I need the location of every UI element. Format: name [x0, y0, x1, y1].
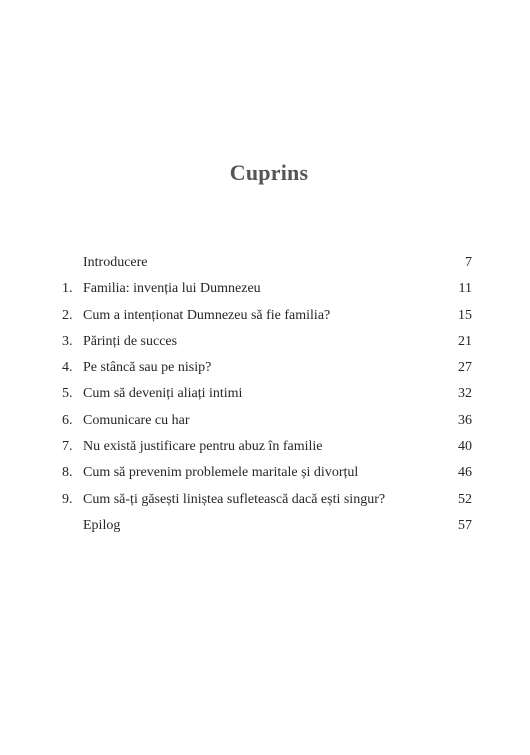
toc-entry-title: Nu există justificare pentru abuz în familie — [83, 439, 323, 455]
toc-entry — [0, 329, 530, 355]
toc-entry-title: Epilog — [83, 517, 121, 533]
toc-entry-title: Cum a intenționat Dumnezeu să fie familia? — [83, 307, 331, 323]
toc-entry — [0, 408, 530, 434]
toc-entry-number: 8. — [62, 465, 73, 481]
toc-entry — [0, 250, 530, 276]
toc-entry-title: Introducere — [83, 255, 148, 270]
toc-entry-page: 15 — [458, 307, 472, 323]
toc-entry-number: 4. — [62, 360, 73, 376]
toc-entry-title: Părinți de succes — [83, 333, 178, 349]
toc-entry-page: 7 — [465, 255, 472, 270]
toc-entry — [0, 513, 530, 539]
toc-entry — [0, 487, 530, 513]
toc-entry-page: 21 — [458, 333, 472, 349]
toc-entry-page: 52 — [458, 491, 472, 507]
toc-entry-number: 1. — [62, 281, 73, 297]
toc-entry — [0, 460, 530, 486]
toc-entry-page: 57 — [458, 517, 472, 533]
toc-entry-title: Cum să-ți găsești liniștea sufletească dacă ești singur? — [83, 491, 386, 507]
toc-entry-number: 2. — [62, 307, 73, 323]
table-of-contents — [0, 250, 530, 539]
toc-entry-page: 46 — [458, 465, 472, 481]
toc-entry-number: 9. — [62, 491, 73, 507]
toc-entry — [0, 381, 530, 407]
toc-entry — [0, 355, 530, 381]
page-title: Cuprins — [229, 160, 309, 185]
toc-entry-title: Pe stâncă sau pe nisip? — [83, 360, 212, 376]
toc-entry-number: 5. — [62, 386, 73, 402]
toc-entry-page: 11 — [458, 281, 472, 297]
toc-entry-number: 7. — [62, 439, 73, 455]
toc-entry-page: 36 — [458, 412, 472, 428]
toc-entry-page: 27 — [458, 360, 472, 376]
toc-entry-title: Cum să prevenim problemele maritale și divorțul — [83, 465, 359, 481]
toc-entry-title: Comunicare cu har — [83, 412, 190, 428]
toc-entry-title: Familia: invenția lui Dumnezeu — [83, 281, 261, 297]
toc-entry — [0, 303, 530, 329]
toc-entry-title: Cum să deveniți aliați intimi — [83, 386, 243, 402]
toc-entry-number: 3. — [62, 333, 73, 349]
toc-entry — [0, 434, 530, 460]
toc-entry-number: 6. — [62, 412, 73, 428]
toc-entry — [0, 276, 530, 302]
toc-entry-page: 32 — [458, 386, 472, 402]
toc-entry-page: 40 — [458, 439, 472, 455]
